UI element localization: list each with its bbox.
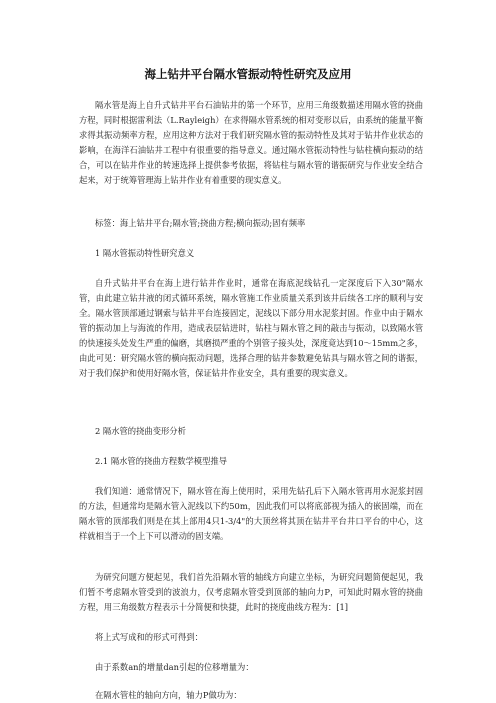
section-2-1-paragraph-1: 我们知道：通常情况下，隔水管在海上使用时，采用先钻孔后下入隔水管再用水泥浆封固的方法，但通常均是隔水管入泥线以下约50m，因此我们可以将底部视为插入的嵌固端，而在隔水管的顶部我们则是在其上部用4只1-3/4"的大顶丝将其顶在钻井平台井口平台的中心，这样就相当于一个上下可以滑动的固支端。 — [79, 486, 423, 541]
text-line-axial-work: 在隔水管柱的轴向方向，轴力P做功为： — [95, 690, 242, 700]
section-1-heading: 1 隔水管振动特性研究意义 — [95, 248, 195, 258]
section-2-1-heading: 2.1 隔水管的挠曲方程数学模型推导 — [95, 456, 227, 466]
abstract-paragraph: 隔水管是海上自升式钻井平台石油钻井的第一个环节，应用三角级数描述用隔水管的挠曲方程，同时根据雷利法（L.Rayleigh）在求得隔水管系统的相对变形以后，由系统的能量平衡求得其振动频率方程，应用这种方法对于我们研究隔水管的振动特性及其对于钻井作业状态的影响，在海洋石油钻井工程中有很重要的指导意义。通过隔水管振动特性与钻柱横向振动的结合，可以在钻井作业的转速选择上提供参考依据，将钻柱与隔水管的谐振研究与作业安全结合起来，对于统筹管理海上钻井作业有着重要的现实意义。 — [79, 100, 423, 185]
document-title: 海上钻井平台隔水管振动特性研究及应用 — [144, 67, 352, 81]
section-2-heading: 2 隔水管的挠曲变形分析 — [95, 426, 186, 436]
text-line-displacement-increment: 由于系数an的增量dan引起的位移增量为： — [95, 662, 254, 672]
section-1-paragraph: 自升式钻井平台在海上进行钻井作业时，通常在海底泥线钻孔一定深度后下入30"隔水管，由此建立钻井液的闭式循环系统，隔水管施工作业质量关系到该井后续各工序的顺利与安全。隔水管顶部通过钢索与钻井平台连接固定，泥线以下部分用水泥浆封固。作业中由于隔水管的振动加上与海流的作用，造成表层钻进时，钻柱与隔水管之间的敲击与振动，以致隔水管的快速接头处发生严重的偏磨，其磨损严重的个别管子接头处，深度竟达到10～15mm之多，由此可见：研究隔水管的横向振动问题，选择合理的钻井参数避免钻具与隔水管之间的谐振，对于我们保护和使用好隔水管，保证钻井作业安全，具有重要的现实意义。 — [79, 278, 423, 378]
keywords-paragraph: 标签：海上钻井平台;隔水管;挠曲方程;横向振动;固有频率 — [95, 218, 306, 228]
section-2-1-paragraph-2: 为研究问题方便起见，我们首先沿隔水管的轴线方向建立坐标，为研究问题简便起见，我们暂不考虑隔水管受到的波浪力，仅考虑隔水管受到顶部的轴向力P，可知此时隔水管的挠曲方程，用三角级数方程表示十分简便和快捷，此时的挠度曲线方程为：[1] — [79, 572, 423, 612]
text-line-sum-form: 将上式写成和的形式可得到： — [95, 632, 203, 642]
